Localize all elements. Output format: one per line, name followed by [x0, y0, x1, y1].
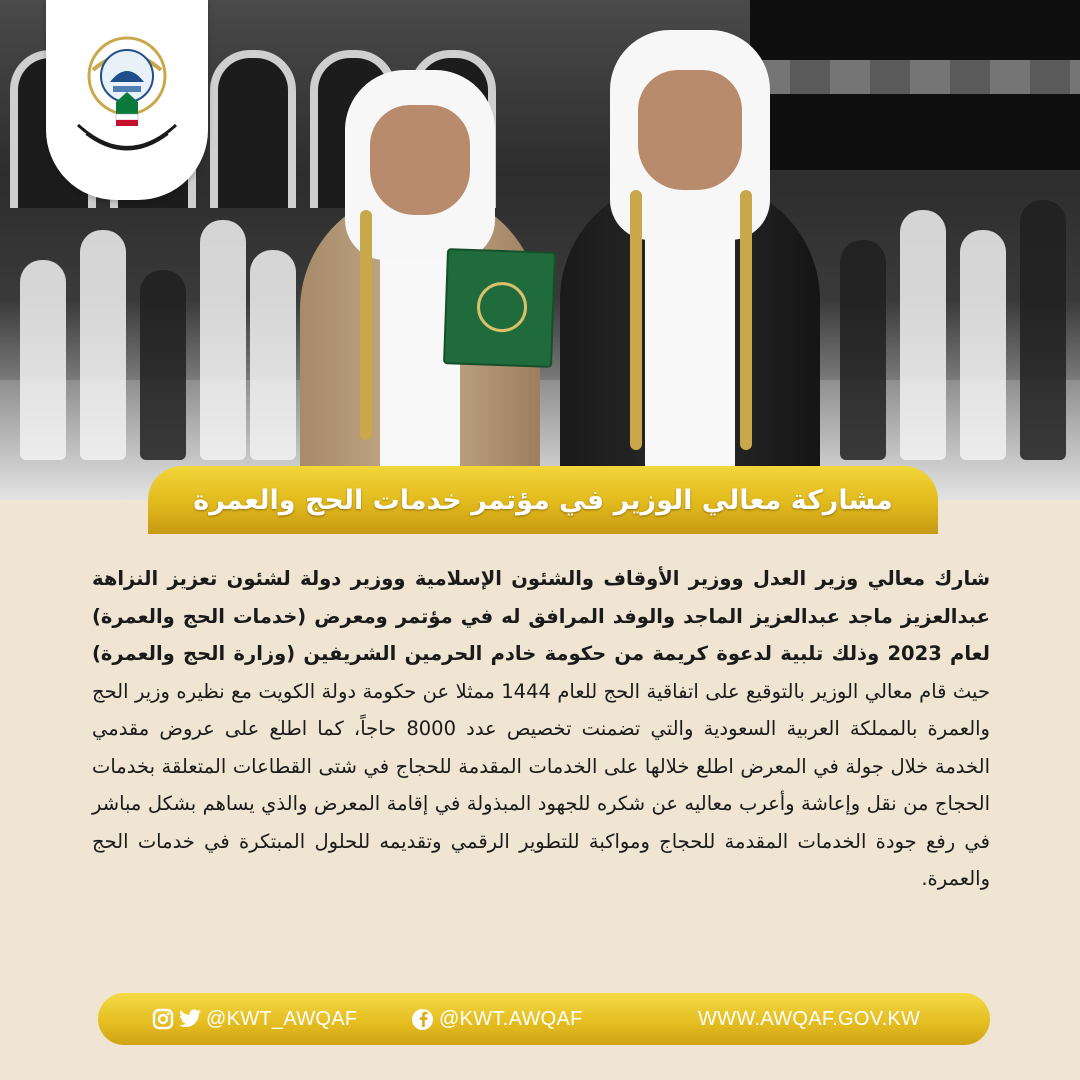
title-banner	[148, 466, 938, 534]
facebook-icon[interactable]	[412, 1009, 433, 1030]
green-agreement-folder	[443, 248, 556, 368]
kuwait-emblem-icon	[68, 30, 186, 170]
body-regular-text: حيث قام معالي الوزير بالتوقيع على اتفاقية الحج للعام 1444 ممثلا عن حكومة دولة الكويت مع نظيره وزير الحج والعمرة بالمملكة العربية السعودية والتي تضمنت تخصيص عدد 8000 حاجاً، كما اطلع على عروض مقدمي الخدمة خلال جولة في المعرض اطلع خلالها على الخدمات المقدمة للحجاج في شتى القطاعات المتعلقة بخدمات الحجاج من نقل وإعاشة وأعرب معاليه عن شكره للجهود المبذولة في إقامة المعرض والذي يساهم بشكل مباشر في رفع جودة الخدمات المقدمة للحجاج ومواكبة للتطوير الرقمي وتقديمه للحلول المبتكرة في خدمات الحج والعمرة.	[92, 679, 990, 890]
instagram-twitter-handle: @KWT_AWQAF	[206, 1007, 358, 1030]
post-title: مشاركة معالي الوزير في مؤتمر خدمات الحج والعمرة	[193, 484, 893, 516]
facebook-handle: @KWT.AWQAF	[439, 1007, 583, 1030]
post-body	[92, 560, 990, 898]
footer-bar	[98, 993, 990, 1045]
instagram-icon[interactable]	[152, 1008, 174, 1030]
body-bold-intro: شارك معالي وزير العدل ووزير الأوقاف والشئون الإسلامية ووزير دولة لشئون تعزيز النزاهة عبدالعزيز ماجد عبدالعزيز الماجد والوفد المرافق له في مؤتمر ومعرض (خدمات الحج والعمرة) لعام 2023 وذلك تلبية لدعوة كريمة من حكومة خادم الحرمين الشريفين (وزارة الحج والعمرة)	[92, 567, 991, 665]
twitter-icon[interactable]	[178, 1008, 202, 1030]
minister-saudi	[560, 30, 820, 500]
ministry-logo-badge	[46, 0, 208, 200]
website-url[interactable]: WWW.AWQAF.GOV.KW	[698, 1007, 921, 1030]
footer-facebook[interactable]	[412, 993, 583, 1045]
footer-instagram-twitter[interactable]	[152, 993, 357, 1045]
footer-website-link[interactable]	[698, 993, 920, 1045]
folder-emblem-icon	[476, 281, 528, 333]
